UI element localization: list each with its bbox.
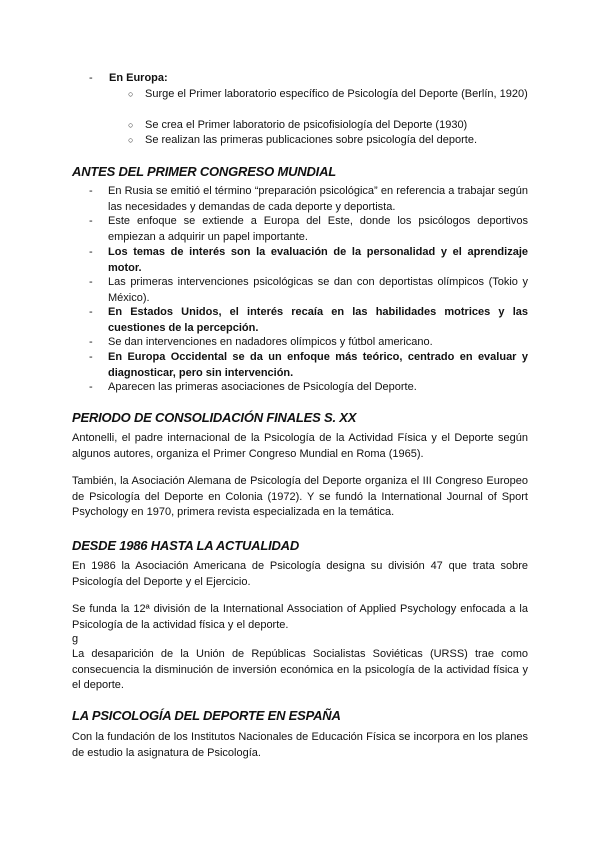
- bullet-circle: ○: [128, 135, 134, 145]
- paragraph: Con la fundación de los Institutos Nacionales de Educación Física se incorpora en los planes de estudio la asignatura de Psicología.: [72, 731, 528, 759]
- paragraph: Antonelli, el padre internacional de la Psicología de la Actividad Física y el Deporte según algunos autores, organiza el Primer Congreso Mundial en Roma (1965).: [72, 432, 528, 460]
- europa-item: Se realizan las primeras publicaciones sobre psicología del deporte.: [145, 134, 478, 146]
- bullet-dash: -: [89, 306, 93, 318]
- paragraph: En 1986 la Asociación Americana de Psicología designa su división 47 que trata sobre Psicología del Deporte y el Ejercicio.: [72, 560, 528, 588]
- europa-item: Surge el Primer laboratorio específico de Psicología del Deporte (Berlín, 1920): [145, 88, 528, 100]
- list-item: Este enfoque se extiende a Europa del Este, donde los psicólogos deportivos empiezan a adquirir un papel importante.: [108, 215, 528, 243]
- section-heading: DESDE 1986 HASTA LA ACTUALIDAD: [72, 538, 300, 553]
- paragraph: Se funda la 12ª división de la International Association of Applied Psychology enfocada a la Psicología de la actividad física y el deporte.: [72, 603, 528, 631]
- bullet-dash: -: [89, 276, 93, 288]
- bullet-dash: -: [89, 381, 93, 393]
- list-item: Las primeras intervenciones psicológicas se dan con deportistas olímpicos (Tokio y México).: [108, 276, 528, 304]
- list-item: Se dan intervenciones en nadadores olímpicos y fútbol americano.: [108, 336, 433, 348]
- europa-item: Se crea el Primer laboratorio de psicofisiología del Deporte (1930): [145, 119, 468, 131]
- bullet-circle: ○: [128, 120, 134, 130]
- list-item: Aparecen las primeras asociaciones de Psicología del Deporte.: [108, 381, 417, 393]
- europa-label: En Europa:: [109, 72, 168, 84]
- section-heading: PERIODO DE CONSOLIDACIÓN FINALES S. XX: [72, 410, 357, 425]
- list-item: En Europa Occidental se da un enfoque más teórico, centrado en evaluar y diagnosticar, pero sin intervención.: [108, 351, 528, 379]
- bullet-dash: -: [89, 185, 93, 197]
- bullet-circle: ○: [128, 89, 134, 99]
- bullet-dash: -: [89, 351, 93, 363]
- paragraph: También, la Asociación Alemana de Psicología del Deporte organiza el III Congreso Europeo de Psicología del Deporte en Colonia (1972). Y se fundó la International Journal of Sport Psychology en 1970, primera revista especializada en la temática.: [72, 475, 528, 518]
- paragraph: La desaparición de la Unión de Repúblicas Socialistas Soviéticas (URSS) trae como consecuencia la disminución de inversión económica en la psicología de la actividad física y el deporte.: [72, 648, 528, 691]
- list-item: En Rusia se emitió el término “preparación psicológica” en referencia a trabajar según las necesidades y demandas de cada deporte y deportista.: [108, 185, 528, 213]
- bullet-dash: -: [89, 246, 93, 258]
- bullet-dash: -: [89, 215, 93, 227]
- section-heading: LA PSICOLOGÍA DEL DEPORTE EN ESPAÑA: [72, 708, 341, 723]
- bullet-dash: -: [89, 72, 93, 84]
- list-item: En Estados Unidos, el interés recaía en las habilidades motrices y las cuestiones de la percepción.: [108, 306, 528, 334]
- bullet-dash: -: [89, 336, 93, 348]
- stray-character: g: [72, 633, 79, 645]
- list-item: Los temas de interés son la evaluación de la personalidad y el aprendizaje motor.: [108, 246, 528, 274]
- section-heading: ANTES DEL PRIMER CONGRESO MUNDIAL: [72, 164, 337, 179]
